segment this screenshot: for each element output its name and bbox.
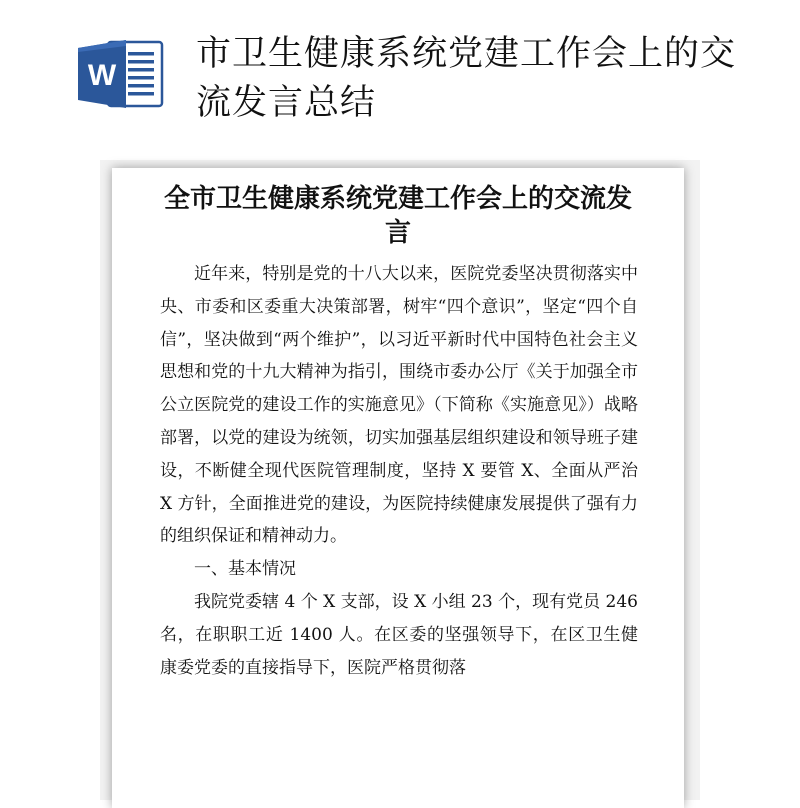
document-title: 全市卫生健康系统党建工作会上的交流发言 xyxy=(163,184,632,248)
paragraph: 我院党委辖 4 个 X 支部，设 X 小组 23 个，现有党员 246 名，在职职工近 1400 人。在区委的坚强领导下，在区卫生健康委党委的直接指导下，医院严格贯彻落 xyxy=(160,591,638,678)
word-document-icon xyxy=(78,38,164,110)
header xyxy=(0,0,800,150)
document-body xyxy=(160,258,638,684)
svg-text:W: W xyxy=(87,59,117,92)
paragraph: 近年来，特别是党的十八大以来，医院党委坚决贯彻落实中央、市委和区委重大决策部署，树牢“四个意识”，坚定“四个自信”，坚决做到“两个维护”，以习近平新时代中国特色社会主义思想和党的十九大精神为指引，围绕市委办公厅《关于加强全市公立医院党的建设工作的实施意见》（下简称《实施意见》）战略部署，以党的建设为统领，切实加强基层组织建设和领导班子建设，不断健全现代医院管理制度，坚持 X 要管 X、全面从严治 X 方针，全面推进党的建设，为医院持续健康发展提供了强有力的组织保证和精神动力。 xyxy=(160,264,638,547)
document-page xyxy=(112,168,684,808)
header-title: 市卫生健康系统党建工作会上的交流发言总结 xyxy=(196,34,737,123)
section-heading: 一、基本情况 xyxy=(194,559,296,580)
